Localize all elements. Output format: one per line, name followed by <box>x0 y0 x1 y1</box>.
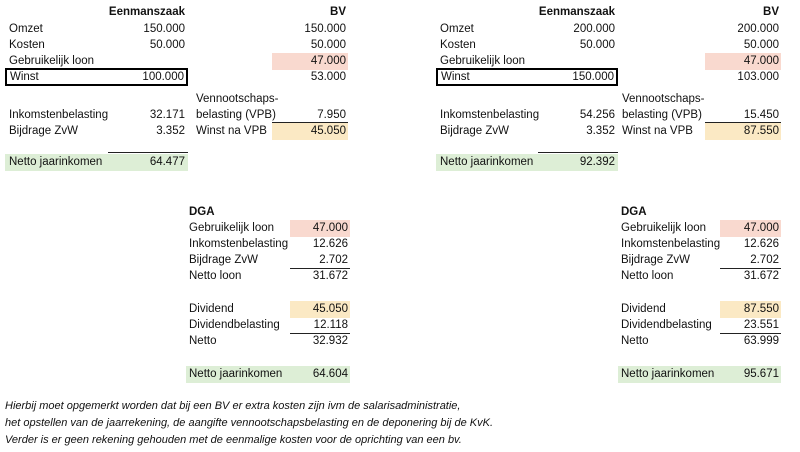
winst-bv-value: 53.000 <box>310 71 346 83</box>
dga-netto-loon-label: Netto loon <box>621 270 674 282</box>
kosten-bv-value: 50.000 <box>310 39 346 51</box>
dga-loon-value: 47.000 <box>290 220 350 237</box>
dga-jaar-label: Netto jaarinkomen <box>189 368 283 380</box>
kosten-ez-value: 50.000 <box>579 39 615 51</box>
footnote-line-2: het opstellen van de jaarrekening, de aangifte vennootschapsbelasting en de deponering bij de KvK. <box>5 417 494 429</box>
zvw-label: Bijdrage ZvW <box>9 125 79 137</box>
kosten-label: Kosten <box>9 39 45 51</box>
dga-netto-label: Netto <box>189 335 217 347</box>
zvw-label: Bijdrage ZvW <box>440 125 510 137</box>
gebruikelijk-loon-bv-value: 47.000 <box>272 53 348 70</box>
winst-label: Winst <box>10 71 39 83</box>
gebruikelijk-loon-label: Gebruikelijk loon <box>440 55 526 67</box>
vpb-value: 7.950 <box>317 109 346 121</box>
zvw-value: 3.352 <box>156 125 185 137</box>
inkomstenbelasting-value: 54.256 <box>579 109 615 121</box>
omzet-ez-value: 150.000 <box>143 23 185 35</box>
omzet-label: Omzet <box>9 23 43 35</box>
dga-netto-value: 32.932 <box>312 335 348 347</box>
eenmanszaak-header: Eenmanszaak <box>108 6 185 18</box>
omzet-label: Omzet <box>440 23 474 35</box>
dga-ib-label: Inkomstenbelasting <box>189 238 289 250</box>
eenmanszaak-header: Eenmanszaak <box>538 6 615 18</box>
dga-zvw-label: Bijdrage ZvW <box>189 254 259 266</box>
dga-netto-loon-value: 31.672 <box>743 270 779 282</box>
dga-zvw-label: Bijdrage ZvW <box>621 254 691 266</box>
dga-ib-value: 12.626 <box>743 238 779 250</box>
omzet-bv-value: 200.000 <box>737 23 779 35</box>
kosten-ez-value: 50.000 <box>149 39 185 51</box>
dga-dividend-value: 87.550 <box>720 301 781 318</box>
inkomstenbelasting-label: Inkomstenbelasting <box>9 109 109 121</box>
dga-netto-value: 63.999 <box>743 335 779 347</box>
inkomstenbelasting-value: 32.171 <box>149 109 185 121</box>
dga-dividendbelasting-label: Dividendbelasting <box>189 319 280 331</box>
gebruikelijk-loon-bv-value: 47.000 <box>705 53 781 70</box>
winst-na-vpb-label: Winst na VPB <box>622 125 693 137</box>
netto-jaarinkomen-label: Netto jaarinkomen <box>440 156 534 168</box>
zvw-value: 3.352 <box>586 125 615 137</box>
omzet-bv-value: 150.000 <box>304 23 346 35</box>
dga-netto-loon-label: Netto loon <box>189 270 242 282</box>
dga-loon-label: Gebruikelijk loon <box>621 222 707 234</box>
winst-ez-value: 150.000 <box>572 71 614 83</box>
dga-loon-label: Gebruikelijk loon <box>189 222 275 234</box>
dga-dividendbelasting-value: 12.118 <box>313 319 348 331</box>
dga-dividend-label: Dividend <box>189 303 234 315</box>
kosten-bv-value: 50.000 <box>743 39 779 51</box>
winst-na-vpb-value: 87.550 <box>705 123 781 140</box>
inkomstenbelasting-label: Inkomstenbelasting <box>440 109 540 121</box>
dga-zvw-value: 2.702 <box>319 254 348 266</box>
vpb-value: 15.450 <box>743 109 779 121</box>
vpb-label-line1: Vennootschaps- <box>196 93 279 105</box>
winst-label: Winst <box>441 71 470 83</box>
dga-header: DGA <box>189 206 215 218</box>
winst-ez-value: 100.000 <box>142 71 184 83</box>
vpb-label-line1: Vennootschaps- <box>622 93 705 105</box>
dga-ib-value: 12.626 <box>312 238 348 250</box>
dga-dividendbelasting-value: 23.551 <box>743 319 779 331</box>
bv-header: BV <box>763 6 779 18</box>
dga-jaar-label: Netto jaarinkomen <box>621 368 715 380</box>
dga-zvw-value: 2.702 <box>750 254 779 266</box>
netto-jaarinkomen-value: 92.392 <box>579 156 615 168</box>
kosten-label: Kosten <box>440 39 476 51</box>
netto-overline <box>108 152 188 153</box>
dga-header: DGA <box>621 206 647 218</box>
footnote-line-1: Hierbij moet opgemerkt worden dat bij een BV er extra kosten zijn ivm de salarisadministratie, <box>5 400 461 412</box>
vpb-label-line2: belasting (VPB) <box>622 109 702 121</box>
winst-na-vpb-label: Winst na VPB <box>196 125 267 137</box>
winst-bv-value: 103.000 <box>737 71 779 83</box>
dga-dividendbelasting-label: Dividendbelasting <box>621 319 712 331</box>
gebruikelijk-loon-label: Gebruikelijk loon <box>9 55 95 67</box>
omzet-ez-value: 200.000 <box>573 23 615 35</box>
bv-header: BV <box>330 6 346 18</box>
dga-netto-label: Netto <box>621 335 649 347</box>
vpb-label-line2: belasting (VPB) <box>196 109 276 121</box>
dga-jaar-value: 64.604 <box>312 368 348 380</box>
dga-netto-loon-value: 31.672 <box>312 270 348 282</box>
footnote-line-3: Verder is er geen rekening gehouden met de eenmalige kosten voor de oprichting van een bv. <box>5 434 462 446</box>
dga-dividend-value: 45.050 <box>290 301 350 318</box>
dga-loon-value: 47.000 <box>720 220 781 237</box>
dga-ib-label: Inkomstenbelasting <box>621 238 721 250</box>
netto-jaarinkomen-value: 64.477 <box>149 156 185 168</box>
netto-overline <box>538 152 618 153</box>
dga-dividend-label: Dividend <box>621 303 666 315</box>
winst-na-vpb-value: 45.050 <box>272 123 348 140</box>
netto-jaarinkomen-label: Netto jaarinkomen <box>9 156 103 168</box>
dga-jaar-value: 95.671 <box>743 368 779 380</box>
